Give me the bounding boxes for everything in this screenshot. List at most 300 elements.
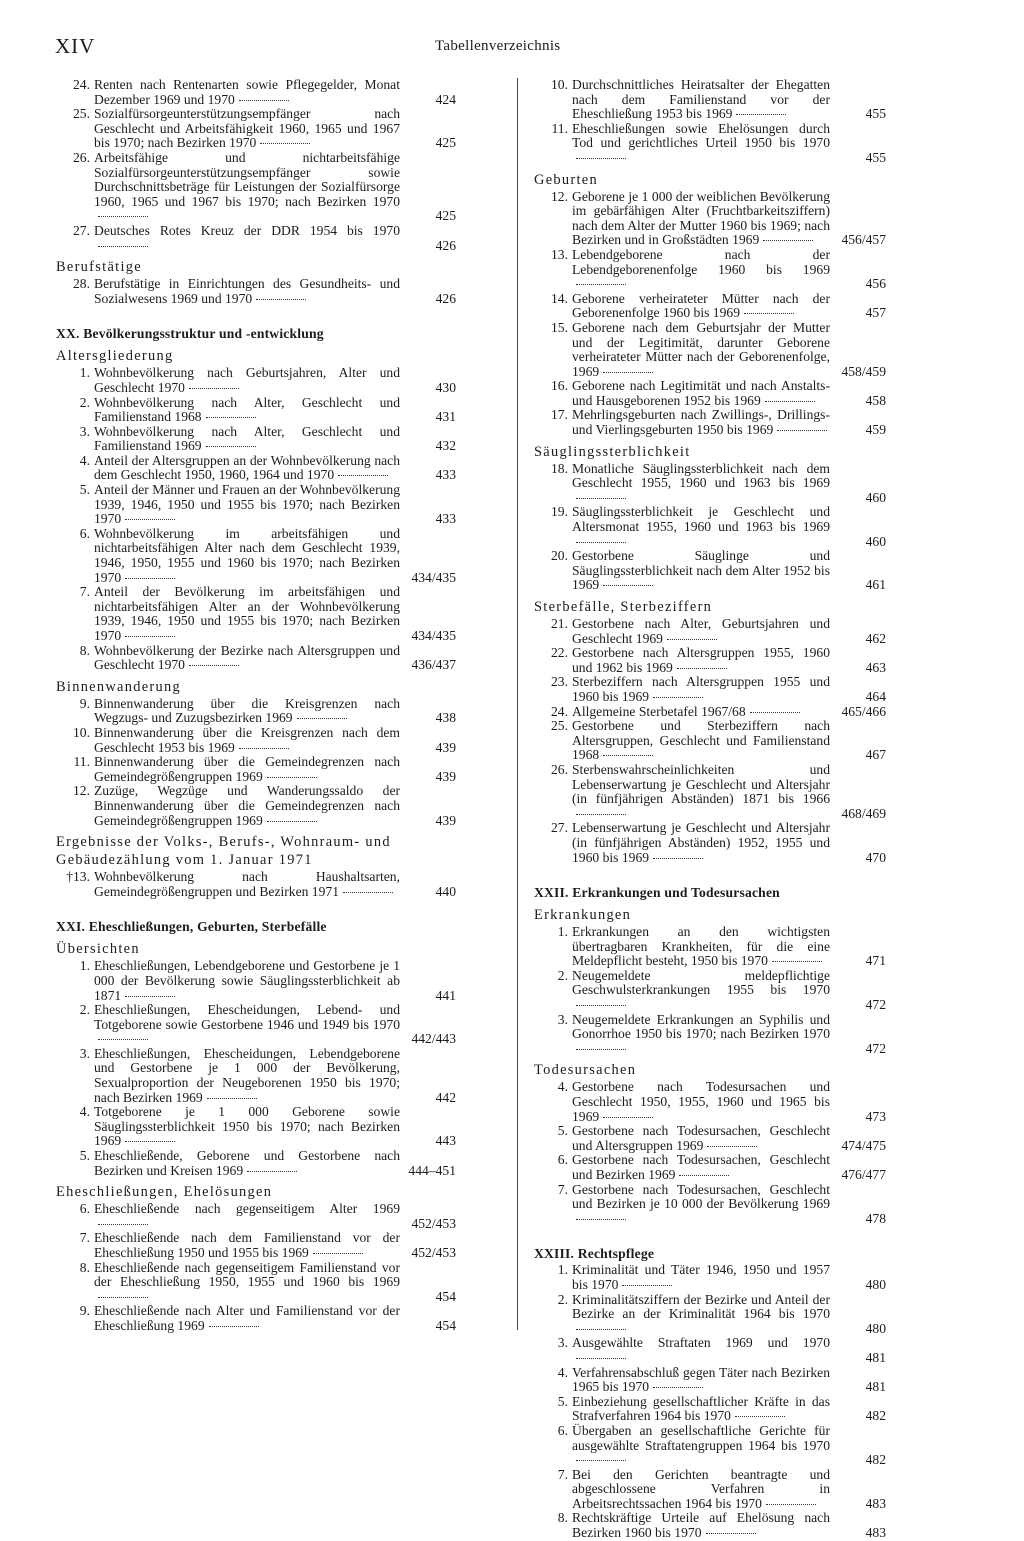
entry-title: Bei den Gerichten beantragte und abgeschlossene Verfahren in Arbeitsrechtssachen 1964 bis 1970 bbox=[572, 1466, 830, 1511]
entry-number: 16. bbox=[551, 378, 568, 394]
entry-title: Eheschließende nach dem Familienstand vor der Eheschließung 1950 und 1955 bis 1969 bbox=[94, 1230, 400, 1260]
toc-entry bbox=[56, 366, 456, 395]
entry-number: 25. bbox=[73, 106, 90, 122]
toc-right-column bbox=[534, 78, 886, 1541]
entry-number: 9. bbox=[79, 1303, 90, 1319]
entry-page: 462 bbox=[865, 630, 886, 646]
entry-title: Lebenserwartung je Geschlecht und Altersjahr (in fünfjährigen Abständen) 1952, 1955 und 1960 bis 1969 bbox=[572, 820, 830, 865]
entry-page: 444–451 bbox=[408, 1162, 456, 1178]
entry-number: 6. bbox=[79, 525, 90, 541]
entry-number: 4. bbox=[557, 1364, 568, 1380]
dot-leader bbox=[576, 1004, 626, 1006]
toc-entry bbox=[56, 151, 456, 224]
entry-number: 1. bbox=[79, 365, 90, 381]
entry-title: Erkrankungen an den wichtigsten übertragbaren Krankheiten, für die eine Meldepflicht besteht, 1950 bis 1970 bbox=[572, 924, 830, 969]
dot-leader bbox=[125, 577, 175, 579]
toc-entry bbox=[534, 1511, 886, 1540]
dot-leader bbox=[576, 541, 626, 543]
entry-number: †13. bbox=[66, 869, 90, 885]
entry-title: Anteil der Altersgruppen an der Wohnbevölkerung nach dem Geschlecht 1950, 1960, 1964 und 1970 bbox=[94, 452, 400, 483]
entry-page: 439 bbox=[435, 739, 456, 755]
entry-number: 1. bbox=[557, 1262, 568, 1278]
entry-title: Verfahrensabschluß gegen Täter nach Bezirken 1965 bis 1970 bbox=[572, 1364, 830, 1395]
entry-page: 426 bbox=[435, 290, 456, 306]
entry-title: Kriminalitätsziffern der Bezirke und Anteil der Bezirke an der Kriminalität 1964 bis 1970 bbox=[572, 1291, 830, 1322]
entry-title: Kriminalität und Täter 1946, 1950 und 1957 bis 1970 bbox=[572, 1262, 830, 1292]
entry-title: Geborene nach dem Geburtsjahr der Mutter und der Legitimität, darunter Geborene verheirateter Mütter nach der Geborenenfolge, 1969 bbox=[572, 319, 830, 379]
entry-page: 433 bbox=[435, 511, 456, 527]
entry-page: 463 bbox=[865, 659, 886, 675]
dot-leader bbox=[338, 474, 388, 476]
entry-page: 480 bbox=[865, 1320, 886, 1336]
dot-leader bbox=[206, 416, 256, 418]
entry-page: 457 bbox=[865, 305, 886, 321]
entry-page: 467 bbox=[865, 747, 886, 763]
entry-page: 442 bbox=[435, 1089, 456, 1105]
toc-entry bbox=[56, 1261, 456, 1305]
dot-leader bbox=[576, 497, 626, 499]
entry-number: 25. bbox=[551, 718, 568, 734]
toc-entry bbox=[56, 527, 456, 585]
dot-leader bbox=[98, 1038, 148, 1040]
toc-entry bbox=[56, 644, 456, 673]
dot-leader bbox=[603, 1116, 653, 1118]
entry-title: Arbeitsfähige und nichtarbeitsfähige Sozialfürsorgeunterstützungsempfänger sowie Durchschnittsbeträge für Leistungen der Sozialfürsorge 1960, 1965 und 1967 bis 1970; nach Bezirken 1970 bbox=[94, 149, 400, 209]
dot-leader bbox=[763, 239, 813, 241]
entry-title: Wohnbevölkerung nach Alter, Geschlecht und Familienstand 1969 bbox=[94, 423, 400, 454]
entry-number: 22. bbox=[551, 645, 568, 661]
entry-number: 8. bbox=[79, 642, 90, 658]
entry-page: 442/443 bbox=[411, 1031, 456, 1047]
entry-number: 6. bbox=[557, 1152, 568, 1168]
entry-title: Zuzüge, Wegzüge und Wanderungssaldo der Binnenwanderung über die Gemeindegrenzen nach Gemeindegrößengruppen 1969 bbox=[94, 783, 400, 828]
entry-title: Mehrlingsgeburten nach Zwillings-, Drillings- und Vierlingsgeburten 1950 bis 1969 bbox=[572, 407, 830, 438]
toc-entry bbox=[56, 1105, 456, 1149]
entry-page: 424 bbox=[435, 91, 456, 107]
entry-page: 438 bbox=[435, 710, 456, 726]
entry-number: 8. bbox=[79, 1259, 90, 1275]
dot-leader bbox=[653, 1386, 703, 1388]
toc-entry bbox=[56, 755, 456, 784]
section-subheading: Erkrankungen bbox=[534, 907, 632, 924]
entry-number: 4. bbox=[557, 1079, 568, 1095]
entry-title: Geborene verheirateter Mütter nach der Geborenenfolge 1960 bis 1969 bbox=[572, 290, 830, 321]
entry-page: 476/477 bbox=[841, 1167, 886, 1182]
toc-entry bbox=[534, 248, 886, 292]
entry-title: Eheschließungen, Ehescheidungen, Lebendgeborene und Gestorbene je 1 000 der Bevölkerung, Sexualproportion der Neugeborenen 1950 bis 1970; nach Bezirken 1969 bbox=[94, 1045, 400, 1105]
section-subheading: Säuglingssterblichkeit bbox=[534, 443, 691, 460]
entry-page: 441 bbox=[435, 987, 456, 1003]
dot-leader bbox=[653, 857, 703, 859]
entry-page: 432 bbox=[435, 438, 456, 454]
entry-number: 2. bbox=[557, 1291, 568, 1307]
entry-title: Anteil der Bevölkerung im arbeitsfähigen und nichtarbeitsfähigen Alter an der Wohnbevölkerung 1939, 1946, 1950 und 1955 bis 1970; nach Bezirken 1970 bbox=[94, 584, 400, 643]
entry-title: Gestorbene nach Todesursachen und Geschlecht 1950, 1955, 1960 und 1965 bis 1969 bbox=[572, 1079, 830, 1124]
toc-entry bbox=[534, 1263, 886, 1292]
entry-number: 26. bbox=[73, 149, 90, 165]
entry-page: 431 bbox=[435, 409, 456, 425]
toc-entry bbox=[534, 617, 886, 646]
entry-page: 472 bbox=[865, 1040, 886, 1056]
dot-leader bbox=[125, 1140, 175, 1142]
entry-title: Binnenwanderung über die Kreisgrenzen nach dem Geschlecht 1953 bis 1969 bbox=[94, 724, 400, 755]
dot-leader bbox=[98, 215, 148, 217]
entry-number: 7. bbox=[557, 1181, 568, 1197]
entry-number: 10. bbox=[551, 77, 568, 92]
dot-leader bbox=[267, 820, 317, 822]
dot-leader bbox=[267, 776, 317, 778]
toc-entry bbox=[56, 1149, 456, 1178]
entry-page: 434/435 bbox=[411, 569, 456, 585]
entry-title: Neugemeldete meldepflichtige Geschwulsterkrankungen 1955 bis 1970 bbox=[572, 967, 830, 998]
chapter-heading: XX. Bevölkerungsstruktur und -entwicklung bbox=[56, 326, 324, 342]
entry-page: 455 bbox=[865, 106, 886, 122]
section-spacer bbox=[56, 899, 456, 909]
toc-entry bbox=[534, 705, 886, 720]
entry-number: 7. bbox=[79, 1230, 90, 1246]
dot-leader bbox=[207, 1097, 257, 1099]
dot-leader bbox=[247, 1170, 297, 1172]
toc-entry bbox=[534, 462, 886, 506]
entry-page: 482 bbox=[865, 1452, 886, 1468]
entry-title: Gestorbene Säuglinge und Säuglingssterblichkeit nach dem Alter 1952 bis 1969 bbox=[572, 548, 830, 593]
entry-page: 473 bbox=[865, 1108, 886, 1124]
entry-page: 452/453 bbox=[411, 1245, 456, 1260]
entry-number: 5. bbox=[557, 1123, 568, 1139]
toc-entry bbox=[534, 675, 886, 704]
dot-leader bbox=[576, 813, 626, 815]
entry-title: Rechtskräftige Urteile auf Ehelösung nach Bezirken 1960 bis 1970 bbox=[572, 1510, 830, 1541]
toc-entry bbox=[534, 1468, 886, 1512]
entry-title: Einbeziehung gesellschaftlicher Kräfte in das Strafverfahren 1964 bis 1970 bbox=[572, 1393, 830, 1424]
entry-page: 434/435 bbox=[411, 628, 456, 643]
entry-page: 465/466 bbox=[841, 703, 886, 719]
entry-title: Säuglingssterblichkeit je Geschlecht und Altersmonat 1955, 1960 und 1963 bis 1969 bbox=[572, 504, 830, 535]
entry-title: Gestorbene und Sterbeziffern nach Altersgruppen, Geschlecht und Familienstand 1968 bbox=[572, 718, 830, 763]
entry-number: 7. bbox=[557, 1466, 568, 1482]
section-subheading: Eheschließungen, Ehelösungen bbox=[56, 1184, 273, 1201]
entry-page: 483 bbox=[865, 1495, 886, 1511]
toc-entry bbox=[56, 107, 456, 151]
dot-leader bbox=[653, 696, 703, 698]
dot-leader bbox=[707, 1145, 757, 1147]
toc-entry bbox=[56, 396, 456, 425]
dot-leader bbox=[766, 1503, 816, 1505]
dot-leader bbox=[189, 664, 239, 666]
entry-number: 7. bbox=[79, 584, 90, 600]
entry-page: 482 bbox=[865, 1408, 886, 1424]
toc-entry bbox=[534, 969, 886, 1013]
entry-page: 481 bbox=[865, 1349, 886, 1365]
toc-entry bbox=[56, 1003, 456, 1047]
entry-number: 6. bbox=[557, 1422, 568, 1438]
dot-leader bbox=[603, 754, 653, 756]
entry-page: 456/457 bbox=[841, 232, 886, 248]
entry-page: 459 bbox=[865, 422, 886, 438]
dot-leader bbox=[603, 371, 653, 373]
dot-leader bbox=[209, 1325, 259, 1327]
section-subheading: Übersichten bbox=[56, 941, 140, 958]
section-subheading: Geburten bbox=[534, 171, 598, 188]
entry-title: Wohnbevölkerung der Bezirke nach Altersgruppen und Geschlecht 1970 bbox=[94, 642, 400, 673]
section-subheading: Altersgliederung bbox=[56, 348, 174, 365]
dot-leader bbox=[239, 747, 289, 749]
section-subheading: Berufstätige bbox=[56, 259, 142, 276]
entry-title: Anteil der Männer und Frauen an der Wohnbevölkerung 1939, 1946, 1950 und 1955 bis 1970; nach Bezirken 1970 bbox=[94, 482, 400, 527]
dot-leader bbox=[735, 1415, 785, 1417]
toc-entry bbox=[534, 379, 886, 408]
entry-number: 3. bbox=[557, 1011, 568, 1027]
toc-entry bbox=[534, 1293, 886, 1337]
dot-leader bbox=[576, 1048, 626, 1050]
toc-entry bbox=[56, 483, 456, 527]
entry-number: 5. bbox=[557, 1393, 568, 1409]
entry-title: Neugemeldete Erkrankungen an Syphilis und Gonorrhoe 1950 bis 1970; nach Bezirken 1970 bbox=[572, 1011, 830, 1042]
toc-entry bbox=[534, 122, 886, 166]
chapter-heading: XXII. Erkrankungen und Todesursachen bbox=[534, 885, 780, 901]
dot-leader bbox=[576, 1218, 626, 1220]
entry-page: 456 bbox=[865, 276, 886, 292]
entry-title: Wohnbevölkerung nach Haushaltsarten, Gemeindegrößengruppen und Bezirken 1971 bbox=[94, 869, 400, 899]
dot-leader bbox=[765, 400, 815, 402]
dot-leader bbox=[343, 891, 393, 893]
entry-number: 11. bbox=[73, 754, 90, 770]
toc-entry bbox=[534, 321, 886, 379]
toc-entry bbox=[56, 1304, 456, 1333]
entry-number: 10. bbox=[73, 724, 90, 740]
entry-title: Allgemeine Sterbetafel 1967/68 bbox=[572, 703, 746, 719]
entry-number: 2. bbox=[79, 1002, 90, 1018]
toc-entry bbox=[534, 1366, 886, 1395]
entry-title: Binnenwanderung über die Kreisgrenzen nach Wegzugs- und Zuzugsbezirken 1969 bbox=[94, 695, 400, 726]
entry-page: 470 bbox=[865, 849, 886, 865]
entry-title: Sterbeziffern nach Altersgruppen 1955 und 1960 bis 1969 bbox=[572, 674, 830, 704]
toc-entry bbox=[56, 784, 456, 828]
entry-page: 472 bbox=[865, 997, 886, 1013]
page-title: Tabellenverzeichnis bbox=[435, 38, 561, 54]
toc-entry bbox=[534, 1124, 886, 1153]
entry-page: 458/459 bbox=[841, 363, 886, 379]
entry-number: 27. bbox=[73, 222, 90, 238]
toc-entry bbox=[534, 292, 886, 321]
entry-number: 2. bbox=[557, 967, 568, 983]
entry-title: Durchschnittliches Heiratsalter der Ehegatten nach dem Familienstand vor der Eheschließung 1953 bis 1969 bbox=[572, 77, 830, 122]
toc-entry bbox=[534, 1013, 886, 1057]
entry-number: 15. bbox=[551, 319, 568, 335]
chapter-heading: XXIII. Rechtspflege bbox=[534, 1246, 655, 1262]
entry-title: Eheschließungen sowie Ehelösungen durch Tod und gerichtliches Urteil 1950 bis 1970 bbox=[572, 120, 830, 151]
entry-page: 426 bbox=[435, 237, 456, 253]
entry-number: 24. bbox=[551, 703, 568, 719]
entry-title: Binnenwanderung über die Gemeindegrenzen nach Gemeindegrößengruppen 1969 bbox=[94, 754, 400, 784]
toc-entry bbox=[56, 224, 456, 253]
dot-leader bbox=[706, 1532, 756, 1534]
entry-page: 425 bbox=[435, 135, 456, 151]
dot-leader bbox=[576, 1357, 626, 1359]
entry-number: 11. bbox=[551, 120, 568, 136]
entry-page: 433 bbox=[435, 467, 456, 483]
entry-number: 3. bbox=[79, 1045, 90, 1061]
toc-entry bbox=[534, 78, 886, 122]
toc-entry bbox=[56, 726, 456, 755]
entry-page: 464 bbox=[865, 688, 886, 704]
entry-title: Gestorbene nach Todesursachen, Geschlecht und Bezirken 1969 bbox=[572, 1152, 830, 1182]
entry-page: 455 bbox=[865, 149, 886, 165]
entry-page: 436/437 bbox=[411, 657, 456, 673]
section-subheading: Todesursachen bbox=[534, 1062, 637, 1079]
entry-number: 2. bbox=[79, 394, 90, 410]
entry-page: 440 bbox=[435, 883, 456, 899]
toc-entry bbox=[534, 925, 886, 969]
dot-leader bbox=[603, 584, 653, 586]
entry-title: Eheschließende nach Alter und Familienstand vor der Eheschließung 1969 bbox=[94, 1303, 400, 1333]
entry-title: Renten nach Rentenarten sowie Pflegegelder, Monat Dezember 1969 und 1970 bbox=[94, 77, 400, 107]
dot-leader bbox=[125, 995, 175, 997]
entry-title: Eheschließende, Geborene und Gestorbene nach Bezirken und Kreisen 1969 bbox=[94, 1148, 400, 1178]
entry-title: Wohnbevölkerung nach Alter, Geschlecht und Familienstand 1968 bbox=[94, 394, 400, 425]
entry-number: 8. bbox=[557, 1510, 568, 1526]
entry-title: Eheschließende nach gegenseitigem Familienstand vor der Eheschließung 1950, 1955 und 1960 bis 1969 bbox=[94, 1259, 400, 1290]
toc-left-column bbox=[56, 78, 456, 1334]
entry-number: 3. bbox=[79, 423, 90, 439]
dot-leader bbox=[297, 717, 347, 719]
section-spacer bbox=[534, 865, 886, 875]
entry-title: Eheschließende nach gegenseitigem Alter 1969 bbox=[94, 1201, 400, 1217]
entry-title: Übergaben an gesellschaftliche Gerichte für ausgewählte Straftatengruppen 1964 bis 1970 bbox=[572, 1422, 830, 1453]
dot-leader bbox=[260, 142, 310, 144]
entry-number: 5. bbox=[79, 1148, 90, 1164]
dot-leader bbox=[576, 157, 626, 159]
entry-title: Eheschließungen, Lebendgeborene und Gestorbene je 1 000 der Bevölkerung sowie Säuglingssterblichkeit ab 1871 bbox=[94, 958, 400, 1003]
column-divider bbox=[517, 78, 518, 1330]
entry-number: 9. bbox=[79, 695, 90, 711]
entry-page: 430 bbox=[435, 379, 456, 395]
toc-entry bbox=[534, 719, 886, 763]
entry-page: 425 bbox=[435, 208, 456, 224]
toc-entry bbox=[534, 1183, 886, 1227]
dot-leader bbox=[772, 960, 822, 962]
entry-number: 6. bbox=[79, 1201, 90, 1217]
dot-leader bbox=[98, 1296, 148, 1298]
entry-number: 14. bbox=[551, 290, 568, 306]
toc-entry bbox=[56, 697, 456, 726]
entry-title: Deutsches Rotes Kreuz der DDR 1954 bis 1970 bbox=[94, 222, 400, 238]
entry-number: 20. bbox=[551, 548, 568, 564]
entry-title: Gestorbene nach Todesursachen, Geschlecht und Altersgruppen 1969 bbox=[572, 1123, 830, 1153]
toc-entry bbox=[534, 821, 886, 865]
entry-page: 471 bbox=[865, 953, 886, 969]
entry-title: Eheschließungen, Ehescheidungen, Lebend- und Totgeborene sowie Gestorbene 1946 und 1949 bis 1970 bbox=[94, 1002, 400, 1032]
toc-entry bbox=[534, 190, 886, 248]
entry-number: 5. bbox=[79, 482, 90, 498]
section-spacer bbox=[56, 306, 456, 316]
entry-page: 454 bbox=[435, 1317, 456, 1333]
entry-title: Monatliche Säuglingssterblichkeit nach dem Geschlecht 1955, 1960 und 1963 bis 1969 bbox=[572, 460, 830, 491]
dot-leader bbox=[576, 1459, 626, 1461]
entry-number: 28. bbox=[73, 276, 90, 292]
dot-leader bbox=[777, 429, 827, 431]
entry-number: 26. bbox=[551, 761, 568, 777]
entry-number: 13. bbox=[551, 246, 568, 262]
entry-page: 460 bbox=[865, 489, 886, 505]
entry-title: Geborene je 1 000 der weiblichen Bevölkerung im gebärfähigen Alter (Fruchtbarkeitsziffern) nach dem Alter der Mutter 1960 bis 1969; nach Bezirken und in Großstädten 1969 bbox=[572, 188, 830, 248]
entry-title: Lebendgeborene nach der Lebendgeborenenfolge 1960 bis 1969 bbox=[572, 246, 830, 277]
toc-entry bbox=[56, 870, 456, 899]
dot-leader bbox=[736, 113, 786, 115]
page-number: XIV bbox=[55, 34, 96, 58]
entry-title: Gestorbene nach Altersgruppen 1955, 1960 und 1962 bis 1969 bbox=[572, 645, 830, 675]
entry-page: 481 bbox=[865, 1379, 886, 1395]
entry-number: 17. bbox=[551, 407, 568, 423]
toc-entry bbox=[534, 549, 886, 593]
toc-entry bbox=[56, 78, 456, 107]
dot-leader bbox=[679, 1174, 729, 1176]
entry-number: 12. bbox=[73, 783, 90, 799]
dot-leader bbox=[125, 635, 175, 637]
entry-title: Wohnbevölkerung im arbeitsfähigen und nichtarbeitsfähigen Alter nach dem Geschlecht 1939, 1946, 1950, 1955 und 1960 bis 1970; nach Bezirken 1970 bbox=[94, 525, 400, 585]
section-subheading: Binnenwanderung bbox=[56, 678, 182, 695]
toc-entry bbox=[534, 763, 886, 821]
toc-entry bbox=[56, 1202, 456, 1231]
entry-page: 483 bbox=[865, 1525, 886, 1541]
entry-number: 1. bbox=[79, 958, 90, 974]
entry-page: 439 bbox=[435, 768, 456, 784]
dot-leader bbox=[313, 1252, 363, 1254]
toc-entry bbox=[534, 1153, 886, 1182]
entry-title: Berufstätige in Einrichtungen des Gesundheits- und Sozialwesens 1969 und 1970 bbox=[94, 276, 400, 306]
dot-leader bbox=[750, 711, 800, 713]
toc-entry bbox=[534, 1336, 886, 1365]
entry-title: Wohnbevölkerung nach Geburtsjahren, Alter und Geschlecht 1970 bbox=[94, 365, 400, 395]
entry-title: Gestorbene nach Alter, Geburtsjahren und Geschlecht 1969 bbox=[572, 616, 830, 646]
section-subheading: Sterbefälle, Sterbeziffern bbox=[534, 599, 713, 615]
dot-leader bbox=[98, 245, 148, 247]
toc-entry bbox=[534, 408, 886, 437]
entry-title: Geborene nach Legitimität und nach Anstalts- und Hausgeborenen 1952 bis 1969 bbox=[572, 378, 830, 408]
entry-title: Totgeborene je 1 000 Geborene sowie Säuglingssterblichkeit 1950 bis 1970; nach Bezirken 1969 bbox=[94, 1104, 400, 1149]
entry-title: Ausgewählte Straftaten 1969 und 1970 bbox=[572, 1335, 830, 1351]
dot-leader bbox=[189, 387, 239, 389]
entry-page: 458 bbox=[865, 392, 886, 408]
entry-number: 1. bbox=[557, 924, 568, 940]
entry-page: 443 bbox=[435, 1133, 456, 1149]
dot-leader bbox=[744, 312, 794, 314]
entry-number: 19. bbox=[551, 504, 568, 520]
entry-number: 4. bbox=[79, 452, 90, 468]
dot-leader bbox=[239, 99, 289, 101]
toc-entry bbox=[56, 1231, 456, 1260]
entry-page: 480 bbox=[865, 1276, 886, 1292]
dot-leader bbox=[622, 1284, 672, 1286]
toc-entry bbox=[534, 1080, 886, 1124]
dot-leader bbox=[98, 1223, 148, 1225]
entry-page: 454 bbox=[435, 1288, 456, 1304]
toc-entry bbox=[56, 454, 456, 483]
section-spacer bbox=[534, 1226, 886, 1236]
entry-page: 468/469 bbox=[841, 805, 886, 821]
toc-entry bbox=[534, 646, 886, 675]
dot-leader bbox=[206, 445, 256, 447]
toc-entry bbox=[56, 277, 456, 306]
toc-entry bbox=[56, 959, 456, 1003]
entry-number: 27. bbox=[551, 820, 568, 836]
entry-page: 478 bbox=[865, 1210, 886, 1226]
toc-entry bbox=[534, 505, 886, 549]
entry-page: 460 bbox=[865, 533, 886, 549]
chapter-heading: XXI. Eheschließungen, Geburten, Sterbefälle bbox=[56, 919, 327, 935]
entry-number: 24. bbox=[73, 77, 90, 92]
entry-page: 474/475 bbox=[841, 1137, 886, 1153]
